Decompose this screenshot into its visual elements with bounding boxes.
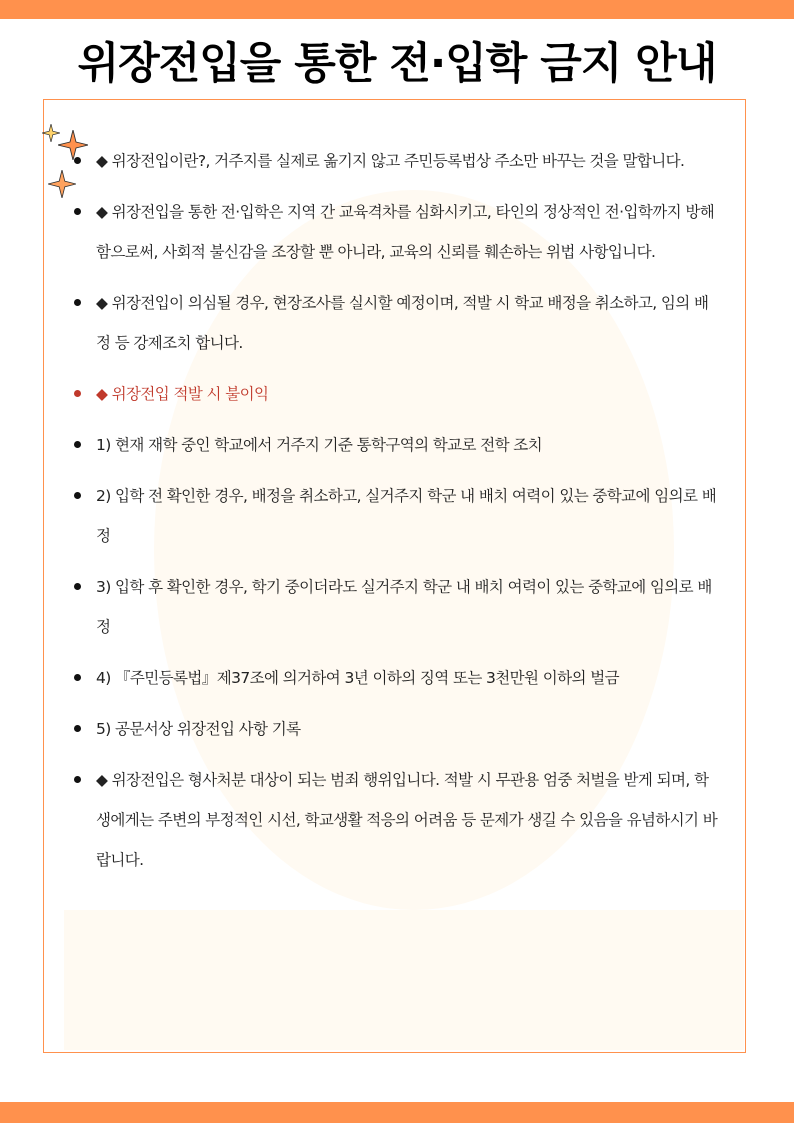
list-item-heading: ◆ 위장전입 적발 시 불이익 bbox=[72, 374, 722, 414]
list-item: 3) 입학 후 확인한 경우, 학기 중이더라도 실거주지 학군 내 배치 여력이 있는 중학교에 임의로 배정 bbox=[72, 567, 722, 647]
top-accent-bar bbox=[0, 0, 794, 19]
notice-list bbox=[72, 141, 722, 891]
list-item: ◆ 위장전입이 의심될 경우, 현장조사를 실시할 예정이며, 적발 시 학교 배정을 취소하고, 임의 배정 등 강제조치 합니다. bbox=[72, 283, 722, 363]
list-item: ◆ 위장전입이란?, 거주지를 실제로 옮기지 않고 주민등록법상 주소만 바꾸는 것을 말합니다. bbox=[72, 141, 722, 181]
background-shape bbox=[64, 910, 744, 1050]
page-title: 위장전입을 통한 전·입학 금지 안내 bbox=[77, 39, 717, 89]
list-item: 4) 『주민등록법』제37조에 의거하여 3년 이하의 징역 또는 3천만원 이하의 벌금 bbox=[72, 658, 722, 698]
bottom-accent-bar bbox=[0, 1102, 794, 1123]
list-item: ◆ 위장전입을 통한 전·입학은 지역 간 교육격차를 심화시키고, 타인의 정상적인 전·입학까지 방해함으로써, 사회적 불신감을 조장할 뿐 아니라, 교육의 신뢰를 훼손하는 위법 사항입니다. bbox=[72, 192, 722, 272]
list-item: 5) 공문서상 위장전입 사항 기록 bbox=[72, 709, 722, 749]
list-item: 1) 현재 재학 중인 학교에서 거주지 기준 통학구역의 학교로 전학 조치 bbox=[72, 425, 722, 465]
list-item: 2) 입학 전 확인한 경우, 배정을 취소하고, 실거주지 학군 내 배치 여력이 있는 중학교에 임의로 배정 bbox=[72, 476, 722, 556]
list-item: ◆ 위장전입은 형사처분 대상이 되는 범죄 행위입니다. 적발 시 무관용 엄중 처벌을 받게 되며, 학생에게는 주변의 부정적인 시선, 학교생활 적응의 어려움 등 문제가 생길 수 있음을 유념하시기 바랍니다. bbox=[72, 760, 722, 880]
